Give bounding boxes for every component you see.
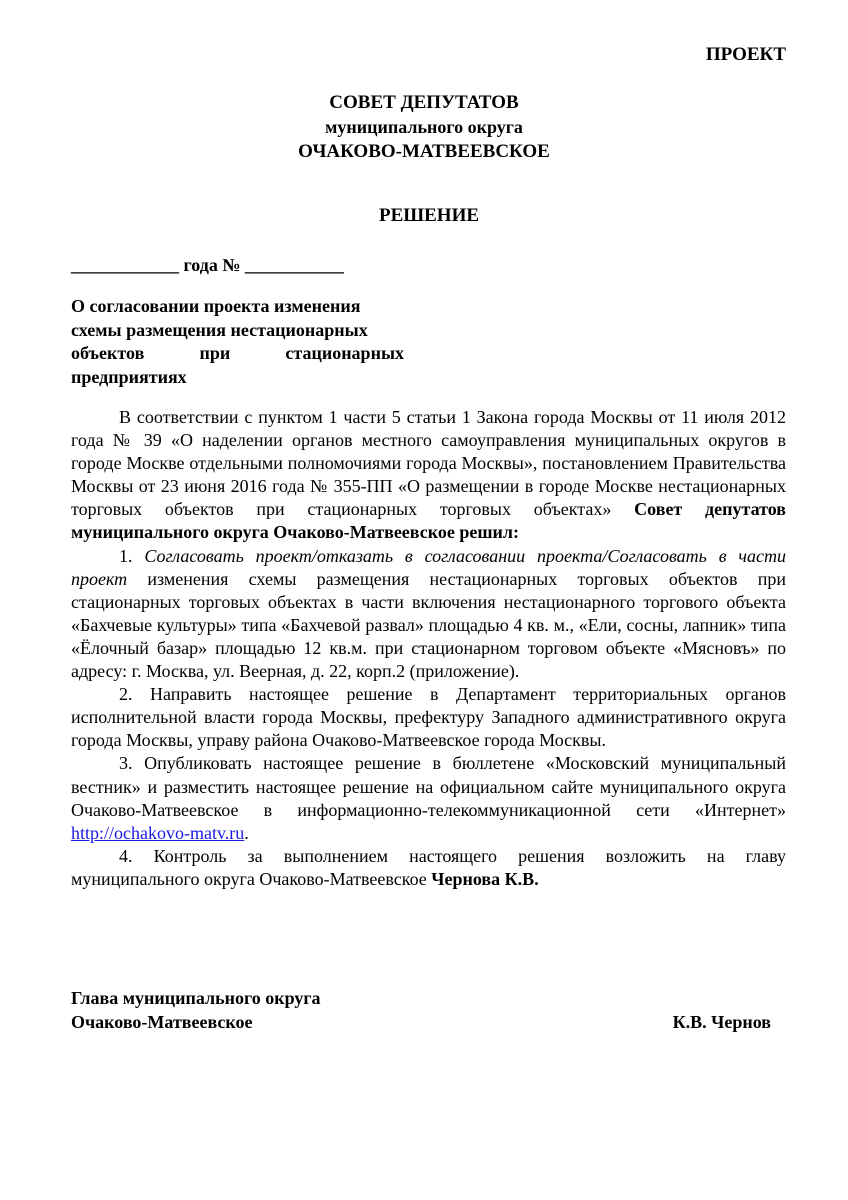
signature-title [71,986,321,1034]
item-4-responsible: Чернова К.В. [431,868,539,889]
subject-line: схемы размещения нестационарных [71,319,368,340]
decision-title: РЕШЕНИЕ [378,205,480,226]
item-1-options: Согласовать проект/отказать в согласовании проекта/Согласовать в части проект [71,545,786,589]
signature-title-line: Глава муниципального округа [71,988,321,1008]
item-3 [71,752,786,844]
signature-title-line: Очаково-Матвеевское [71,1012,253,1032]
signature-name: К.В. Чернов [672,1012,771,1032]
district-name: ОЧАКОВО-МАТВЕЕВСКОЕ [298,141,550,162]
subject-line: О согласовании проекта изменения [71,296,361,316]
item-3-text: 3. Опубликовать настоящее решение в бюллетене «Московский муниципальный вестник» и разместить настоящее решение на официальном сайте муниципального округа Очаково-Матвеевское в информационно-телекоммуникационной сети «Интернет» [71,753,786,820]
item-4 [71,845,786,891]
district-label: муниципального округа [325,117,523,137]
official-site-link[interactable]: http://ochakovo-matv.ru [71,822,245,843]
subject-line: объектов при стационарных [71,343,404,364]
item-1-text: изменения схемы размещения нестационарных торговых объектов при стационарных торговых объектах в части включения нестационарного торгового объекта «Бахчевые культуры» типа «Бахчевой развал» площадью 4 кв. м., «Ели, сосны, лапник» типа «Ёлочный базар» площадью 12 кв.м. при стационарном торговом объекте «Мясновъ» по адресу: г. Москва, ул. Веерная, д. 22, корп.2 (приложение). [71,568,787,682]
council-title: СОВЕТ ДЕПУТАТОВ [329,92,519,113]
preamble-resolution: Совет депутатов муниципального округа Очаково-Матвеевское решил: [71,499,786,543]
item-4-text: 4. Контроль за выполнением настоящего решения возложить на главу муниципального округа Очаково-Матвеевское [71,845,786,889]
date-number-line: ____________ года № ___________ [71,255,344,275]
item-3-end: . [244,822,249,843]
item-1 [71,545,786,684]
subject-line: предприятиях [71,366,187,387]
item-2: 2. Направить настоящее решение в Департамент территориальных органов исполнительной власти города Москвы, префектуру Западного административного округа города Москвы, управу района Очаково-Матвеевское города Москвы. [71,684,786,751]
decision-subject [71,295,404,389]
draft-stamp: ПРОЕКТ [705,44,786,65]
document-header [0,90,848,165]
preamble-paragraph [71,406,786,545]
item-1-number: 1. [119,545,133,566]
decision-body [71,406,786,891]
preamble-text: В соответствии с пунктом 1 части 5 статьи 1 Закона города Москвы от 11 июля 2012 года № 39 «О наделении органов местного самоуправления муниципальных округов в городе Москве отдельными полномочиями города Москвы», постановлением Правительства Москвы от 23 июня 2016 года № 355-ПП «О размещении в городе Москве нестационарных торговых объектов при стационарных торговых объектах» [71,407,786,520]
